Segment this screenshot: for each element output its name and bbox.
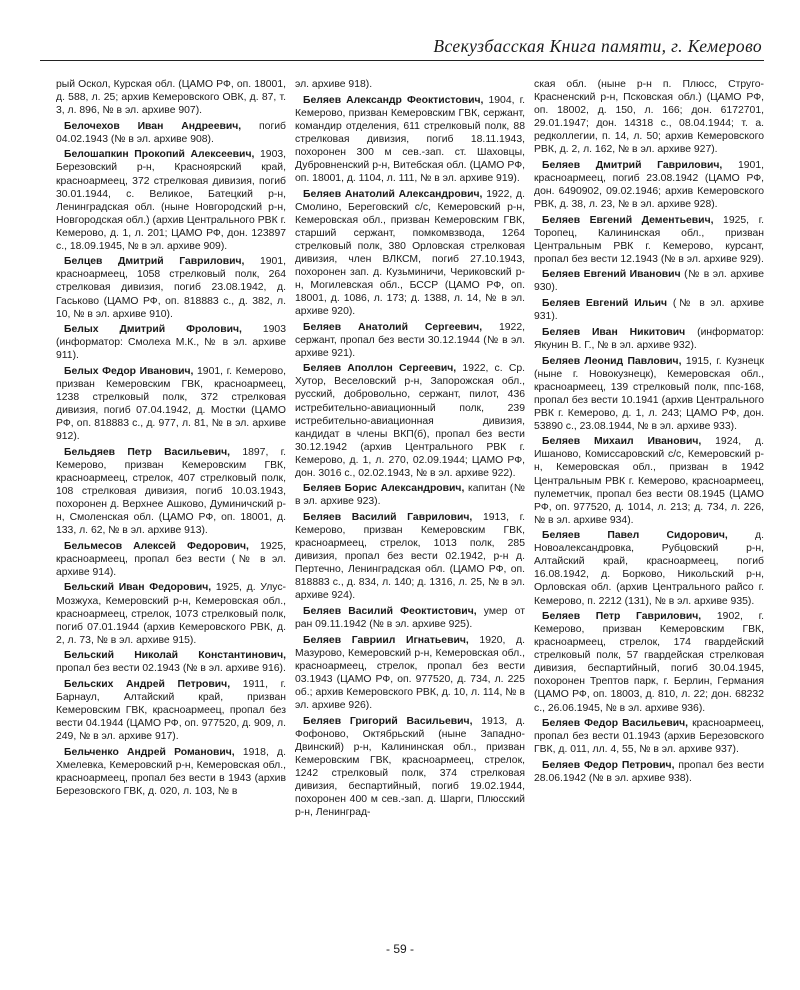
person-name: Беляев Василий Гаврилович,	[303, 512, 473, 524]
entry-details: 1901, красноармеец, погиб 23.08.1942 (ЦАМО РФ, дон. 6490902, 09.02.1946; архив Кемеровского РВК, д. 38, л. 23, № в эл. архиве 928).	[534, 159, 765, 211]
memorial-entry	[534, 268, 764, 294]
memorial-entry	[534, 214, 764, 266]
header-rule	[40, 60, 764, 61]
entry-details: 1925, д. Улус-Мозжуха, Кемеровский р-н, Кемеровская обл., красноармеец, стрелок, 1073 стрелковый полк, погиб 07.01.1944 (архив Кемеровского РВК, д. 2, л. 73, № в эл. архиве 915).	[56, 582, 286, 646]
entry-details: рый Оскол, Курская обл. (ЦАМО РФ, оп. 18001, д. 588, л. 25; архив Кемеровского ОВК, д. 87, т. 3, л. 896, № в эл. архиве 907).	[56, 79, 286, 117]
entry-continuation	[56, 78, 286, 117]
entry-details: 1901, красноармеец, 1058 стрелковый полк, 264 стрелковая дивизия, погиб 23.08.1942, д. Гаськово (ЦАМО РФ, оп. 818883 с., д. 382, л. 10, № в эл. архиве 910).	[56, 256, 287, 320]
entry-details: 1922, с. Ср. Хутор, Веселовский р-н, Запорожская обл., русский, добровольно, сержант, пилот, 436 истребительно-авиационный полк, 239 истребительно-авиационная дивизия, кандидат в члены ВКП(б), пропал без вести 30.12.1942 (архив Центрального РВК г. Кемерово, д. 1, л. 270, 02.09.1944; ЦАМО РФ, дон. 3016 с., 02.02.1943, № в эл. архиве 922).	[295, 363, 525, 479]
entry-details: 1913, г. Кемерово, призван Кемеровским ГВК, красноармеец, стрелок, 1013 полк, 285 дивизия, пропал без вести 02.1942, р-н д. Пертечно, Ленинградская обл. (ЦАМО РФ, оп. 818883 с., д. 834, л. 140; д. 1316, л. 25, № в эл. архиве 924).	[295, 512, 525, 602]
person-name: Беляев Григорий Васильевич,	[303, 715, 473, 727]
person-name: Беляев Евгений Ильич	[542, 298, 668, 310]
person-name: Беляев Аполлон Сергеевич,	[303, 363, 457, 375]
memorial-entry	[56, 365, 286, 443]
person-name: Бельский Николай Константинович,	[64, 650, 286, 662]
column-left	[56, 78, 286, 938]
memorial-entry	[56, 323, 286, 362]
text-columns	[56, 78, 764, 938]
memorial-entry	[56, 746, 286, 798]
entry-details: 1924, д. Ишаново, Комиссаровский с/с, Кемеровский р-н, Кемеровская обл., призван в 1942 Центральным РВК г. Кемерово, красноармеец, пулеметчик, пропал без вести 08.1945 (ЦАМО РФ, оп. 977520, д. 1014, л. 213; д. 734, л. 226, № в эл. архиве 934).	[534, 436, 764, 526]
entry-details: д. Новоалександровка, Рубцовский р-н, Алтайский край, красноармеец, погиб 16.08.1942, д. Борково, Никольский р-н, Орловская обл. (архив Центрального райсо г. Кемерово, п. 2212 (131), № в эл. архиве 935).	[534, 530, 765, 607]
person-name: Беляев Петр Гаврилович,	[542, 611, 702, 623]
running-head: Всекузбасская Книга памяти, г. Кемерово	[433, 36, 762, 56]
entry-details: 1922, д. Смолино, Береговский с/с, Кемеровский р-н, Кемеровская обл., призван Кемеровским ГВК, старший сержант, помкомвзвода, 1264 стрелковый полк, 380 Орловская стрелковая дивизия, член ВЛКСМ, погиб 27.10.1943, похоронен зап. д. Кузьминичи, Чериковский р-н, Могилевская обл., БССР (ЦАМО РФ, оп. 18001, д. 1086, л. 173; д. 1388, л. 14, № в эл. архиве 920).	[295, 188, 525, 317]
person-name: Беляев Леонид Павлович,	[542, 355, 682, 367]
person-name: Бельмесов Алексей Федорович,	[64, 540, 249, 552]
memorial-entry	[534, 610, 764, 714]
entry-details: капитан (№ в эл. архиве 923).	[295, 483, 526, 508]
memorial-entry	[295, 362, 525, 479]
entry-details: 1904, г. Кемерово, призван Кемеровским ГВК, сержант, командир отделения, 611 стрелковый полк, 88 стрелковая дивизия, погиб 18.11.1943, похоронен 300 м сев.-зап. ст. Шаховцы, Дубровненский р-н, Витебская обл. (ЦАМО РФ, оп. 18001, д. 1104, л. 111, № в эл. архиве 919).	[295, 94, 525, 184]
entry-details: ская обл. (ныне р-н п. Плюсс, Струго-Красненский р-н, Псковская обл.) (ЦАМО РФ, оп. 18002, д. 150, л. 166; дон. 6172701, 29.01.1947; дон. 14318 с., 08.04.1944; т. а. редколлегии, п. 14, л. 50; архив Кемеровского РВК, д. 2, л. 162, № в эл. архиве 927).	[534, 79, 764, 156]
entry-details: 1925, красноармеец, пропал без вести (№ в эл. архиве 914).	[56, 540, 286, 578]
memorial-entry	[56, 255, 286, 320]
memorial-entry	[295, 94, 525, 185]
person-name: Беляев Анатолий Александрович,	[303, 188, 483, 200]
memorial-entry	[56, 649, 286, 675]
memorial-entry	[295, 511, 525, 602]
memorial-entry	[56, 581, 286, 646]
memorial-entry	[534, 717, 764, 756]
memorial-entry	[534, 759, 764, 785]
memorial-entry	[56, 120, 286, 146]
entry-details: 1925, г. Торопец, Калининская обл., призван Центральным РВК г. Кемерово, курсант, пропал без вести 12.1943 (№ в эл. архиве 929).	[534, 214, 764, 265]
memorial-entry	[534, 326, 764, 352]
memorial-entry	[534, 297, 764, 323]
entry-details: 1918, д. Хмелевка, Кемеровский р-н, Кемеровская обл., красноармеец, пропал без вести в 1943 (архив Березовского ГВК, д. 020, л. 103, № в	[56, 746, 286, 797]
person-name: Беляев Василий Феоктистович,	[303, 605, 477, 617]
column-right	[534, 78, 764, 938]
person-name: Беляев Евгений Иванович	[542, 269, 681, 281]
person-name: Бельских Андрей Петрович,	[64, 679, 231, 690]
memorial-entry	[295, 715, 525, 819]
memorial-entry	[295, 634, 525, 712]
person-name: Бельдяев Петр Васильевич,	[64, 446, 231, 458]
person-name: Белошапкин Прокопий Алексеевич,	[64, 149, 255, 161]
person-name: Беляев Иван Никитович	[542, 326, 686, 338]
entry-details: 1901, г. Кемерово, призван Кемеровским ГВК, красноармеец, 1238 стрелковый полк, 372 стрелковая дивизия, погиб 07.04.1942, д. Мостки (ЦАМО РФ, оп. 818883 с., д. 977, л. 81, № в эл. архиве 912).	[56, 365, 286, 443]
person-name: Беляев Федор Васильевич,	[542, 718, 689, 730]
memorial-entry	[56, 678, 286, 743]
entry-details: 1922, сержант, пропал без вести 30.12.1944 (№ в эл. архиве 921).	[295, 321, 525, 359]
person-name: Беляев Павел Сидорович,	[542, 530, 728, 542]
memorial-entry	[534, 435, 764, 526]
person-name: Беляев Анатолий Сергеевич,	[303, 321, 483, 333]
entry-details: пропал без вести 02.1943 (№ в эл. архиве 916).	[56, 663, 286, 675]
entry-details: 1920, д. Мазурово, Кемеровский р-н, Кемеровская обл., красноармеец, стрелок, пропал без вести 03.1943 (ЦАМО РФ, оп. 977520, д. 734, л. 225 об.; архив Кемеровского РВК, д. 10, л. 114, № в эл. архиве 926).	[295, 634, 525, 711]
person-name: Бельченко Андрей Романович,	[64, 746, 235, 758]
person-name: Бельский Иван Федорович,	[64, 582, 212, 594]
entry-details: погиб 04.02.1943 (№ в эл. архиве 908).	[56, 120, 286, 145]
person-name: Беляев Михаил Иванович,	[542, 436, 702, 448]
column-middle	[295, 78, 525, 938]
entry-details: (информатор: Якунин В. Г., № в эл. архиве 932).	[534, 326, 764, 351]
memorial-entry	[534, 159, 764, 211]
entry-details: (№ в эл. архиве 930).	[534, 269, 764, 294]
entry-continuation	[295, 78, 525, 91]
memorial-entry	[295, 482, 525, 508]
entry-details: 1902, г. Кемерово, призван Кемеровским ГВК, красноармеец, стрелок, 174 гвардейский стрелковый полк, 57 гвардейская стрелковая дивизия, беспартийный, погиб 30.04.1945, похоронен Трептов парк, г. Берлин, Германия (ЦАМО РФ, оп. 18003, д. 810, л. 22; дон. 68232 с., 26.06.1945, № в эл. архиве 936).	[534, 611, 764, 714]
memorial-entry	[56, 148, 286, 252]
person-name: Беляев Дмитрий Гаврилович,	[542, 159, 723, 171]
entry-details: 1903, Березовский р-н, Красноярский край, красноармеец, 372 стрелковая дивизия, погиб 30.01.1944, с. Великое, Батецкий р-н, Ленинградская обл. (ныне Новгородский р-н, Новгородская обл.) (архив Центрального РВК г. Кемерово, д. 1, л. 201; ЦАМО РФ, дон. 123897 с., 18.09.1945, № в эл. архиве 909).	[56, 149, 287, 252]
entry-details: красноармеец, пропал без вести 01.1943 (архив Березовского ГВК, д. 011, лл. 4, 55, № в эл. архиве 937).	[534, 718, 764, 756]
memorial-entry	[295, 605, 525, 631]
entry-details: эл. архиве 918).	[295, 79, 373, 90]
person-name: Беляев Александр Феоктистович,	[303, 94, 484, 106]
person-name: Белочехов Иван Андреевич,	[64, 120, 242, 132]
entry-details: (№ в эл. архиве 931).	[534, 298, 764, 323]
entry-details: пропал без вести 28.06.1942 (№ в эл. архиве 938).	[534, 759, 765, 784]
memorial-entry	[295, 321, 525, 360]
memorial-entry	[295, 188, 525, 318]
page-number: - 59 -	[385, 942, 414, 956]
person-name: Белых Федор Иванович,	[64, 365, 194, 377]
memorial-entry	[56, 540, 286, 579]
person-name: Белцев Дмитрий Гаврилович,	[64, 256, 245, 268]
person-name: Беляев Федор Петрович,	[542, 759, 675, 771]
entry-details: 1911, г. Барнаул, Алтайский край, призван Кемеровским ГВК, красноармеец, пропал без вести 04.1944 (ЦАМО РФ, оп. 977520, д. 909, л. 249, № в эл. архиве 917).	[56, 679, 286, 743]
page-header	[40, 32, 764, 62]
person-name: Белых Дмитрий Фролович,	[64, 324, 242, 336]
entry-details: 1915, г. Кузнецк (ныне г. Новокузнецк), Кемеровская обл., красноармеец, 139 стрелковый полк, ппс-168, пропал без вести 10.1941 (архив Центрального РВК г. Кемерово, д. 1, л. 243; ЦАМО РФ, дон. 53890 с., 23.08.1944, № в эл. архиве 933).	[534, 355, 764, 432]
memorial-entry	[534, 529, 764, 607]
entry-details: 1913, д. Фофоново, Октябрьский (ныне Западно-Двинский) р-н, Калининская обл., призван Кемеровским ГВК, красноармеец, стрелок, 1242 стрелковый полк, 374 стрелковая дивизия, беспартийный, погиб 19.02.1944, похоронен 400 м сев.-зап. д. Шарги, Плюсский р-н, Ленинград-	[295, 715, 525, 818]
entry-continuation	[534, 78, 764, 156]
entry-details: 1903 (информатор: Смолеха М.К., № в эл. архиве 911).	[56, 324, 286, 362]
person-name: Беляев Гавриил Игнатьевич,	[303, 634, 469, 646]
person-name: Беляев Борис Александрович,	[303, 483, 465, 495]
entry-details: 1897, г. Кемерово, призван Кемеровским ГВК, красноармеец, стрелок, 407 стрелковый полк, 108 стрелковая дивизия, погиб 10.03.1943, похоронен д. Верхнее Ашково, Думиничский р-н, Смоленская обл. (ЦАМО РФ, оп. 18001, д. 133, л. 62, № в эл. архиве 913).	[56, 446, 287, 537]
memorial-entry	[534, 355, 764, 433]
memorial-entry	[56, 446, 286, 537]
entry-details: умер от ран 09.11.1942 (№ в эл. архиве 925).	[295, 605, 525, 631]
person-name: Беляев Евгений Дементьевич,	[542, 214, 714, 226]
